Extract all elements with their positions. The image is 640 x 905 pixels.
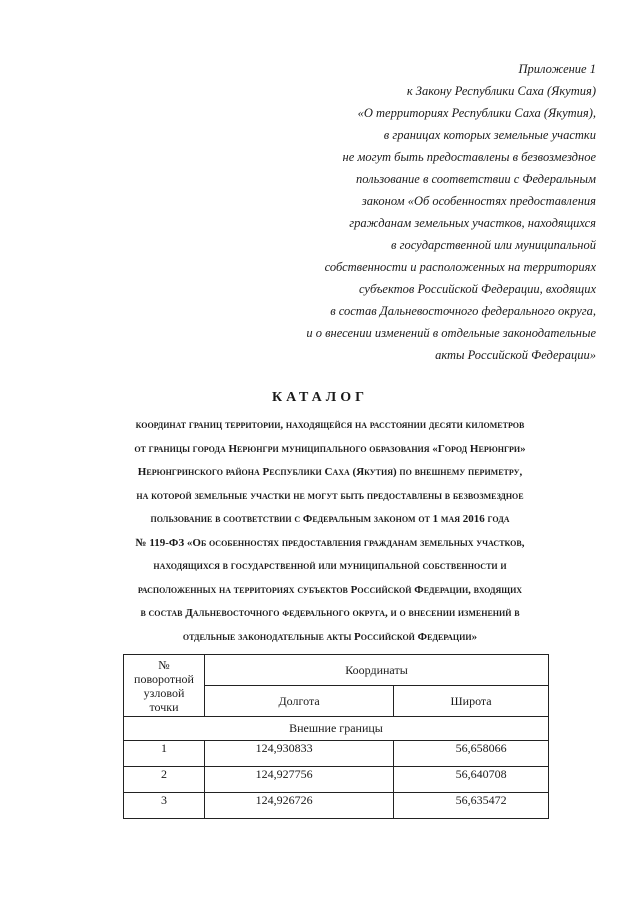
- subtitle-line: расположенных на территориях субъектов Российской Федерации, входящих: [137, 583, 523, 596]
- appendix-line: в состав Дальневосточного федерального округа,: [330, 304, 596, 318]
- appendix-line: собственности и расположенных на территориях: [324, 260, 596, 274]
- appendix-line: в границах которых земельные участки: [383, 128, 596, 142]
- subtitle-line: Нерюнгринского района Республики Саха (Якутия) по внешнему периметру,: [137, 466, 523, 478]
- subtitle-line: пользование в соответствии с Федеральным законом от 1 мая 2016 года: [150, 513, 510, 525]
- section-title: Внешние границы: [124, 717, 549, 741]
- longitude-value: 124,930833: [205, 741, 394, 767]
- subtitle-line: находящихся в государственной или муниципальной собственности и: [153, 560, 507, 572]
- catalog-subtitle: [40, 414, 620, 649]
- appendix-line: Приложение 1: [518, 62, 596, 76]
- coordinates-table: [123, 654, 549, 819]
- header-coordinates: Координаты: [205, 655, 549, 686]
- subtitle-line: в состав Дальневосточного федерального округа, и о внесении изменений в: [140, 607, 520, 619]
- appendix-line: субъектов Российской Федерации, входящих: [358, 282, 596, 296]
- table-row: [124, 741, 549, 767]
- table-row: [124, 793, 549, 819]
- point-number: 1: [124, 741, 205, 767]
- appendix-line: в государственной или муниципальной: [391, 238, 596, 252]
- table-header-row: [124, 655, 549, 686]
- longitude-value: 124,926726: [205, 793, 394, 819]
- appendix-line: акты Российской Федерации»: [435, 348, 596, 362]
- latitude-value: 56,640708: [394, 767, 549, 793]
- header-number-line: №: [158, 657, 170, 672]
- appendix-line: «О территориях Республики Саха (Якутия),: [357, 106, 596, 120]
- appendix-line: пользование в соответствии с Федеральным: [355, 172, 596, 186]
- header-number-line: узловой: [143, 685, 185, 700]
- header-number-line: точки: [149, 699, 179, 714]
- header-longitude: Долгота: [205, 686, 394, 717]
- point-number: 3: [124, 793, 205, 819]
- table-row: [124, 767, 549, 793]
- appendix-line: гражданам земельных участков, находящихся: [349, 216, 596, 230]
- subtitle-line: на которой земельные участки не могут быть предоставлены в безвозмездное: [136, 489, 524, 502]
- appendix-line: к Закону Республики Саха (Якутия): [406, 84, 596, 98]
- header-point-number: [124, 655, 205, 717]
- appendix-line: и о внесении изменений в отдельные законодательные: [306, 326, 596, 340]
- appendix-block: [236, 58, 596, 366]
- latitude-value: 56,658066: [394, 741, 549, 767]
- catalog-heading: КАТАЛОГ: [271, 390, 368, 405]
- latitude-value: 56,635472: [394, 793, 549, 819]
- header-latitude: Широта: [394, 686, 549, 717]
- subtitle-line: от границы города Нерюнгри муниципального образования «Город Нерюнгри»: [134, 442, 526, 455]
- longitude-value: 124,927756: [205, 767, 394, 793]
- header-number-line: поворотной: [134, 671, 194, 686]
- subtitle-line: отдельные законодательные акты Российской Федерации»: [182, 630, 478, 643]
- point-number: 2: [124, 767, 205, 793]
- appendix-line: не могут быть предоставлены в безвозмездное: [342, 150, 596, 164]
- section-row: [124, 717, 549, 741]
- appendix-line: законом «Об особенностях предоставления: [361, 194, 596, 208]
- subtitle-line: координат границ территории, находящейся на расстоянии десяти километров: [135, 419, 525, 431]
- subtitle-line: № 119-ФЗ «Об особенностях предоставления гражданам земельных участков,: [135, 536, 525, 549]
